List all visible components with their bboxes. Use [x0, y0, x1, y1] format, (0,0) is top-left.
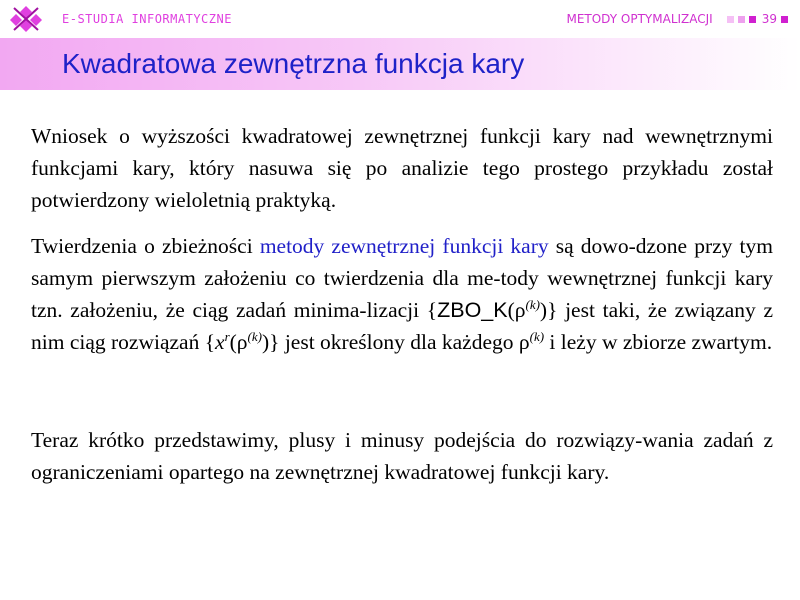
p2-text-b: są dowo-dzone przy tym samym pierwszym założeniu co twierdzenia dla me-tody wewnętrznej funkcji kary tzn. założeniu, że ciąg zadań minima-lizacji { — [31, 234, 773, 322]
paragraph-conclusion: Wniosek o wyższości kwadratowej zewnętrznej funkcji kary nad wewnętrznymi funkcjami kary, który nasuwa się po analizie tego prostego przykładu został potwierdzony wieloletnią praktyką. — [31, 124, 773, 212]
var-x: x — [215, 330, 225, 354]
highlight-method-term: metody zewnętrznej funkcji kary — [259, 234, 549, 258]
sup-k-3: (k) — [529, 328, 545, 344]
p2-text-d: )} jest taki, że związany z nim ciąg rozwiązań { — [31, 298, 774, 354]
nav-square-icon — [727, 16, 734, 23]
p2-text-g: i leży w zbiorze zwartym. — [544, 330, 773, 354]
page-number: 39 — [761, 12, 777, 26]
paragraph-intro-pros-cons: Teraz krótko przedstawimy, plusy i minusy podejścia do rozwiązy-wania zadań z ograniczeniami opartego na zewnętrznej kwadratowej funkcji kary. — [31, 428, 773, 484]
header-nav — [566, 12, 792, 26]
brand-name: E-STUDIA INFORMATYCZNE — [62, 12, 232, 26]
zbo-symbol: ZBO_K — [437, 298, 508, 322]
logo-icon — [8, 4, 44, 34]
slide-title: Kwadratowa zewnętrzna funkcja kary — [62, 48, 525, 79]
p2-text-f: )} jest określony dla każdego ρ — [261, 330, 530, 354]
sup-r: r — [224, 328, 230, 344]
nav-square-icon — [749, 16, 756, 23]
nav-square-icon — [781, 16, 788, 23]
sup-k-1: (k) — [525, 296, 540, 312]
sup-k-2: (k) — [247, 328, 262, 344]
top-bar — [0, 0, 800, 38]
paragraph-theorems — [31, 230, 773, 358]
p2-text-a: Twierdzenia o zbieżności — [31, 234, 260, 258]
course-title: METODY OPTYMALIZACJI — [566, 12, 713, 26]
p2-text-e: (ρ — [229, 330, 248, 354]
p2-text-c: (ρ — [507, 298, 526, 322]
nav-square-icon — [738, 16, 745, 23]
